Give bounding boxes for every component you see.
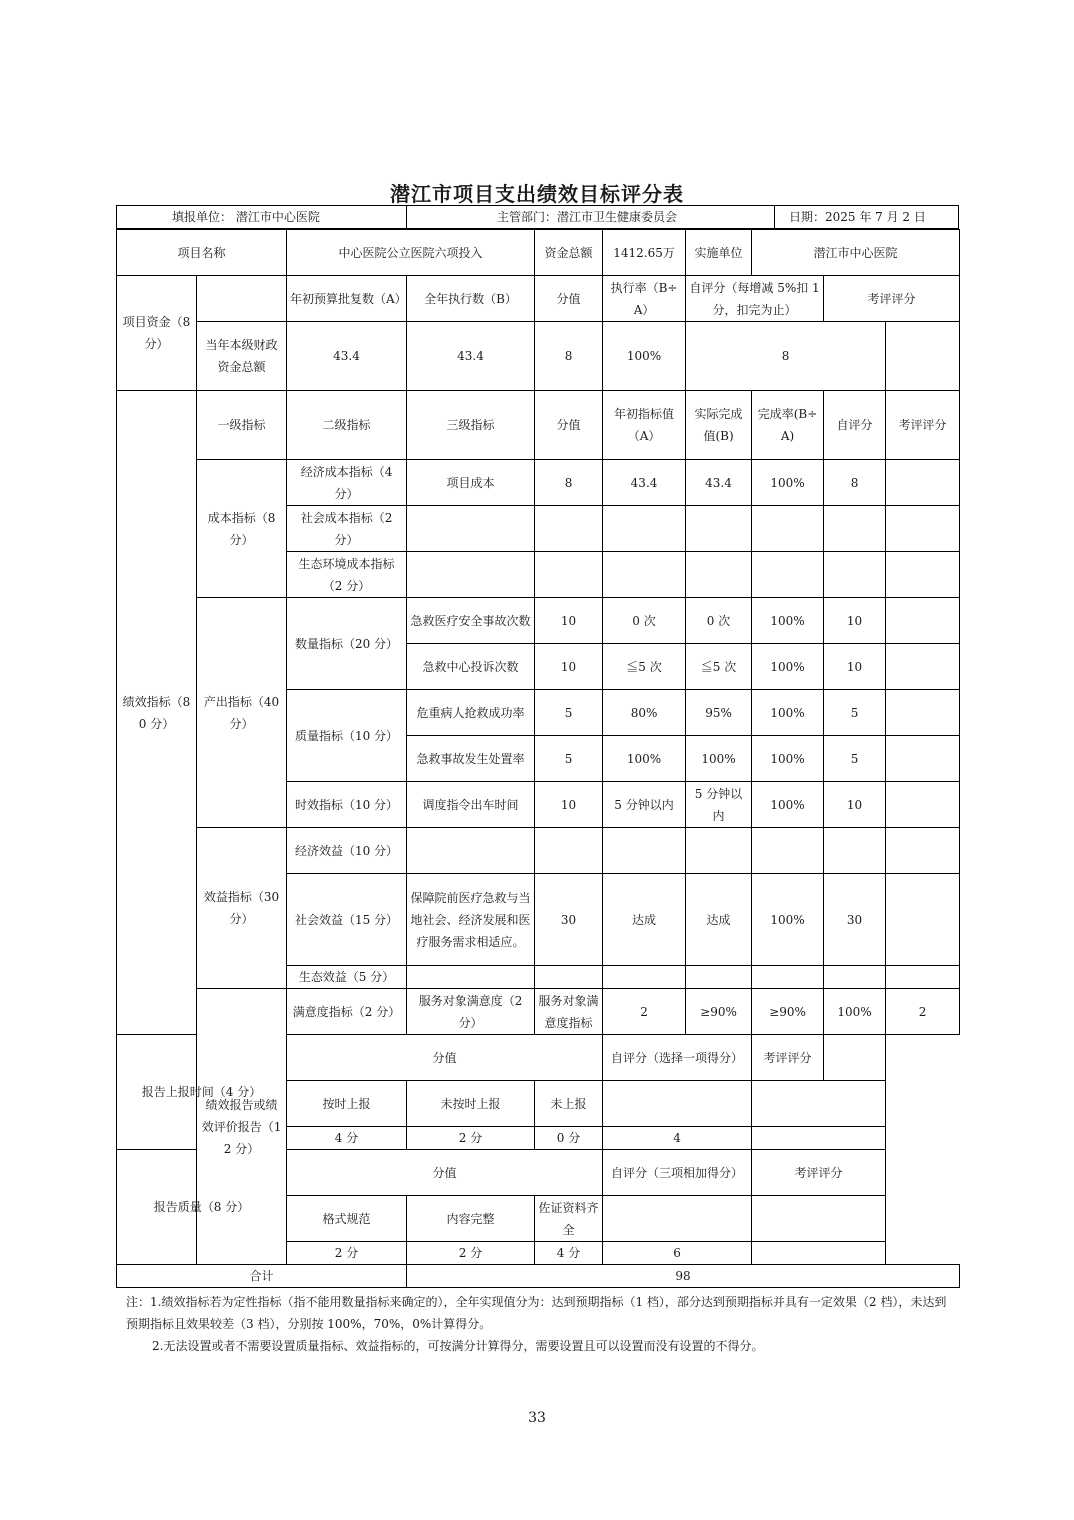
score-table xyxy=(116,229,960,1288)
output-row-self: 5 xyxy=(824,736,886,782)
satisfaction-l3: 服务对象满意度指标 xyxy=(535,989,603,1035)
perf-l3-header: 三级指标 xyxy=(407,391,535,460)
project-name-label: 项目名称 xyxy=(117,230,287,276)
perf-l2-header: 二级指标 xyxy=(287,391,407,460)
social-cost-label: 社会成本指标（2 分） xyxy=(287,506,407,552)
econ-cost-l3: 项目成本 xyxy=(407,460,535,506)
quality-option-format: 格式规范 xyxy=(287,1196,407,1242)
quality-review-header: 考评评分 xyxy=(752,1150,886,1196)
output-row-score: 10 xyxy=(535,644,603,690)
social-benefit-target: 达成 xyxy=(603,874,686,966)
fund-total-value: 1412.65万 xyxy=(603,230,686,276)
eco-cost-label: 生态环境成本指标（2 分） xyxy=(287,552,407,598)
funds-rate-value: 100% xyxy=(603,322,686,391)
quality-indicator-label: 质量指标（10 分） xyxy=(287,690,407,782)
perf-target-header: 年初指标值（A） xyxy=(603,391,686,460)
funds-review-header: 考评评分 xyxy=(824,276,960,322)
funds-review-value xyxy=(886,322,960,391)
funds-rate-header: 执行率（B÷A） xyxy=(603,276,686,322)
quality-self-value: 6 xyxy=(603,1242,752,1265)
econ-cost-score: 8 xyxy=(535,460,603,506)
output-row-self: 5 xyxy=(824,690,886,736)
empty-cell xyxy=(197,276,287,322)
footnote-2: 2.无法设置或者不需要设置质量指标、效益指标的，可按满分计算得分，需要设置且可以设置而没有设置的不得分。 xyxy=(152,1339,764,1353)
satisfaction-target: ≥90% xyxy=(686,989,752,1035)
output-row-target: 0 次 xyxy=(603,598,686,644)
output-row-l3: 急救事故发生处置率 xyxy=(407,736,535,782)
report-section-label: 绩效报告或绩效评价报告（12 分） xyxy=(197,989,287,1265)
perf-actual-header: 实际完成值(B) xyxy=(686,391,752,460)
funds-self-header: 自评分（每增减 5%扣 1 分，扣完为止） xyxy=(686,276,824,322)
timing-option-ontime: 按时上报 xyxy=(287,1081,407,1127)
output-row-l3: 调度指令出车时间 xyxy=(407,782,535,828)
quantity-indicator-label: 数量指标（20 分） xyxy=(287,598,407,690)
cost-indicator-label: 成本指标（8 分） xyxy=(197,460,287,598)
output-row-actual: 100% xyxy=(686,736,752,782)
perf-l1-header: 一级指标 xyxy=(197,391,287,460)
output-row-rate: 100% xyxy=(752,736,824,782)
satisfaction-indicator-label: 满意度指标（2 分） xyxy=(287,989,407,1035)
funds-section-label: 项目资金（8 分） xyxy=(117,276,197,391)
timing-points-late: 2 分 xyxy=(407,1127,535,1150)
output-row-self: 10 xyxy=(824,644,886,690)
satisfaction-l2: 服务对象满意度（2 分） xyxy=(407,989,535,1035)
impl-unit-value: 潜江市中心医院 xyxy=(752,230,960,276)
footnote-1: 注：1.绩效指标若为定性指标（指不能用数量指标来确定的），全年实现值分为：达到预期指标（1 档），部分达到预期指标并具有一定效果（2 档），未达到预期指标且效果较差（3 档），分别按 100%，70%，0%计算得分。 xyxy=(126,1295,947,1331)
timing-option-none: 未上报 xyxy=(535,1081,603,1127)
dept-field: 主管部门：潜江市卫生健康委员会 xyxy=(497,210,678,224)
timing-points-ontime: 4 分 xyxy=(287,1127,407,1150)
output-row-rate: 100% xyxy=(752,690,824,736)
output-row-score: 10 xyxy=(535,782,603,828)
report-quality-label: 报告质量（8 分） xyxy=(117,1150,287,1265)
date-field: 日期：2025 年 7 月 2 日 xyxy=(789,210,926,224)
quality-score-header: 分值 xyxy=(287,1150,603,1196)
eco-benefit-label: 生态效益（5 分） xyxy=(287,966,407,989)
social-benefit-self: 30 xyxy=(824,874,886,966)
output-row-actual: ≦5 次 xyxy=(686,644,752,690)
fund-total-label: 资金总额 xyxy=(535,230,603,276)
benefit-indicator-label: 效益指标（30 分） xyxy=(197,828,287,989)
output-row-rate: 100% xyxy=(752,644,824,690)
project-name-value: 中心医院公立医院六项投入 xyxy=(287,230,535,276)
perf-self-header: 自评分 xyxy=(824,391,886,460)
output-row-score: 5 xyxy=(535,690,603,736)
timing-score-header: 分值 xyxy=(287,1035,603,1081)
timing-option-late: 未按时上报 xyxy=(407,1081,535,1127)
output-row-target: ≦5 次 xyxy=(603,644,686,690)
output-row-rate: 100% xyxy=(752,782,824,828)
output-row-l3: 急救医疗安全事故次数 xyxy=(407,598,535,644)
timing-review-header: 考评评分 xyxy=(752,1035,824,1081)
social-benefit-label: 社会效益（15 分） xyxy=(287,874,407,966)
funds-score-header: 分值 xyxy=(535,276,603,322)
output-row-self: 10 xyxy=(824,598,886,644)
social-benefit-l3: 保障院前医疗急救与当地社会、经济发展和医疗服务需求相适应。 xyxy=(407,874,535,966)
perf-rate-header: 完成率(B÷A) xyxy=(752,391,824,460)
satisfaction-self: 2 xyxy=(886,989,960,1035)
econ-cost-self: 8 xyxy=(824,460,886,506)
output-row-rate: 100% xyxy=(752,598,824,644)
output-row-actual: 95% xyxy=(686,690,752,736)
quality-option-evidence: 佐证资料齐全 xyxy=(535,1196,603,1242)
funds-self-value: 8 xyxy=(686,322,886,391)
output-row-self: 10 xyxy=(824,782,886,828)
quality-points-format: 2 分 xyxy=(287,1242,407,1265)
page-title: 潜江市项目支出绩效目标评分表 xyxy=(390,182,684,206)
econ-benefit-label: 经济效益（10 分） xyxy=(287,828,407,874)
timing-self-header: 自评分（选择一项得分） xyxy=(603,1035,752,1081)
quality-points-content: 2 分 xyxy=(407,1242,535,1265)
quality-option-content: 内容完整 xyxy=(407,1196,535,1242)
unit-field: 填报单位： 潜江市中心医院 xyxy=(172,210,320,224)
output-row-actual: 5 分钟以内 xyxy=(686,782,752,828)
econ-cost-review xyxy=(886,460,960,506)
output-row-target: 80% xyxy=(603,690,686,736)
page-number: 33 xyxy=(528,1410,546,1426)
output-row-target: 5 分钟以内 xyxy=(603,782,686,828)
satisfaction-score: 2 xyxy=(603,989,686,1035)
funds-budget-value: 43.4 xyxy=(287,322,407,391)
output-row-l3: 危重病人抢救成功率 xyxy=(407,690,535,736)
timeliness-indicator-label: 时效指标（10 分） xyxy=(287,782,407,828)
social-benefit-score: 30 xyxy=(535,874,603,966)
impl-unit-label: 实施单位 xyxy=(686,230,752,276)
perf-score-header: 分值 xyxy=(535,391,603,460)
funds-exec-header: 全年执行数（B） xyxy=(407,276,535,322)
total-label: 合计 xyxy=(117,1265,407,1288)
econ-cost-target: 43.4 xyxy=(603,460,686,506)
funds-budget-header: 年初预算批复数（A） xyxy=(287,276,407,322)
social-benefit-actual: 达成 xyxy=(686,874,752,966)
form-header xyxy=(116,205,959,229)
output-row-score: 10 xyxy=(535,598,603,644)
satisfaction-actual: ≥90% xyxy=(752,989,824,1035)
quality-points-evidence: 4 分 xyxy=(535,1242,603,1265)
funds-exec-value: 43.4 xyxy=(407,322,535,391)
satisfaction-rate: 100% xyxy=(824,989,886,1035)
social-benefit-rate: 100% xyxy=(752,874,824,966)
econ-cost-actual: 43.4 xyxy=(686,460,752,506)
perf-section-label: 绩效指标（80 分） xyxy=(117,391,197,1035)
quality-self-header: 自评分（三项相加得分） xyxy=(603,1150,752,1196)
funds-score-value: 8 xyxy=(535,322,603,391)
footnotes xyxy=(126,1291,956,1357)
output-row-target: 100% xyxy=(603,736,686,782)
econ-cost-rate: 100% xyxy=(752,460,824,506)
timing-self-value: 4 xyxy=(603,1127,752,1150)
output-indicator-label: 产出指标（40 分） xyxy=(197,598,287,828)
econ-cost-label: 经济成本指标（4 分） xyxy=(287,460,407,506)
total-value: 98 xyxy=(407,1265,960,1288)
timing-points-none: 0 分 xyxy=(535,1127,603,1150)
output-row-score: 5 xyxy=(535,736,603,782)
funds-row-label: 当年本级财政资金总额 xyxy=(197,322,287,391)
report-timing-label: 报告上报时间（4 分） xyxy=(117,1035,287,1150)
perf-review-header: 考评评分 xyxy=(886,391,960,460)
output-row-l3: 急救中心投诉次数 xyxy=(407,644,535,690)
output-row-actual: 0 次 xyxy=(686,598,752,644)
